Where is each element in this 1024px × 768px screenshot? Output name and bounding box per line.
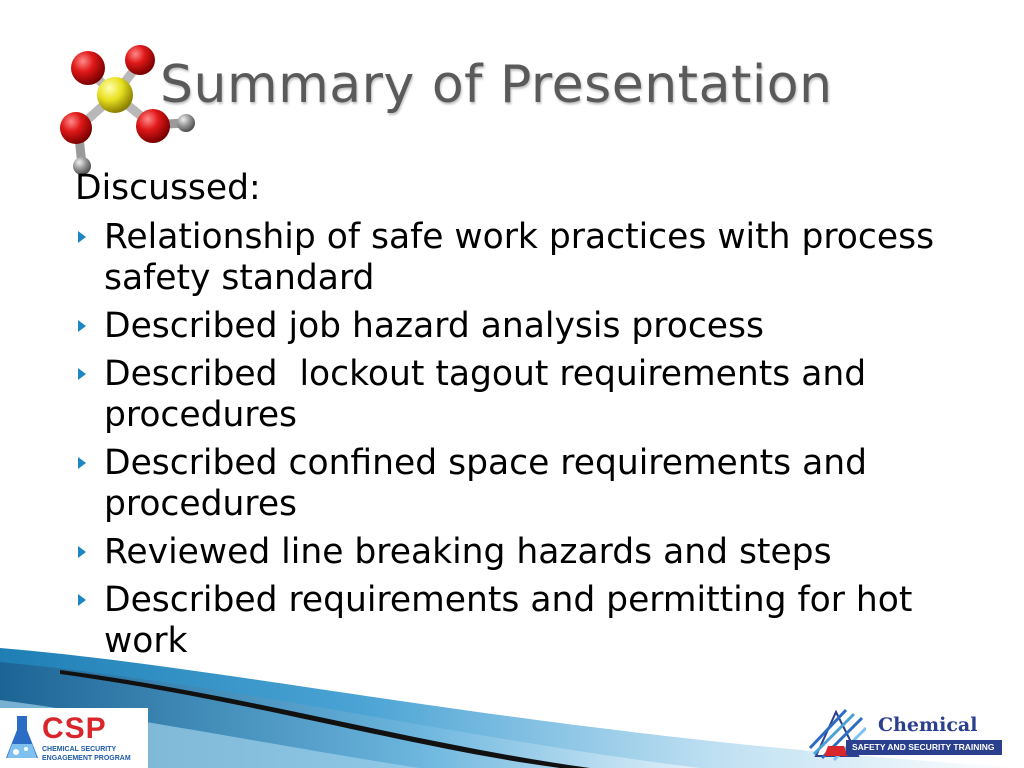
bullet-list bbox=[75, 217, 955, 662]
bullet-text: Described requirements and permitting for hot work bbox=[104, 580, 913, 661]
slide-title: Summary of Presentation bbox=[160, 55, 833, 115]
csp-line1: CHEMICAL SECURITY bbox=[42, 746, 117, 753]
intro-text: Discussed: bbox=[75, 168, 261, 208]
chemical-training-logo bbox=[806, 706, 1006, 762]
chemical-logo-title: Chemical bbox=[878, 714, 978, 736]
triangle-right-icon bbox=[78, 231, 86, 243]
bullet-text: Relationship of safe work practices with process safety standard bbox=[104, 217, 935, 298]
flask-icon bbox=[4, 714, 40, 762]
chemical-logo-band-text: SAFETY AND SECURITY TRAINING bbox=[852, 742, 995, 752]
bullet-text: Reviewed line breaking hazards and steps bbox=[104, 532, 832, 572]
slide-body bbox=[75, 168, 955, 669]
bullet-item bbox=[75, 443, 955, 525]
bullet-item bbox=[75, 354, 955, 436]
bullet-item bbox=[75, 217, 955, 299]
chemical-logo-band bbox=[846, 740, 1002, 755]
csp-acronym: CSP bbox=[42, 712, 107, 745]
bullet-text: Described job hazard analysis process bbox=[104, 306, 764, 346]
triangle-right-icon bbox=[78, 594, 86, 606]
csp-line2: ENGAGEMENT PROGRAM bbox=[42, 755, 131, 762]
bullet-item bbox=[75, 532, 955, 573]
triangle-right-icon bbox=[78, 546, 86, 558]
csp-logo bbox=[0, 708, 148, 768]
bullet-item bbox=[75, 306, 955, 347]
bullet-text: Described confined space requirements and procedures bbox=[104, 443, 868, 524]
triangle-right-icon bbox=[78, 320, 86, 332]
bullet-text: Described lockout tagout requirements and procedures bbox=[104, 354, 878, 435]
triangle-right-icon bbox=[78, 368, 86, 380]
triangle-right-icon bbox=[78, 457, 86, 469]
